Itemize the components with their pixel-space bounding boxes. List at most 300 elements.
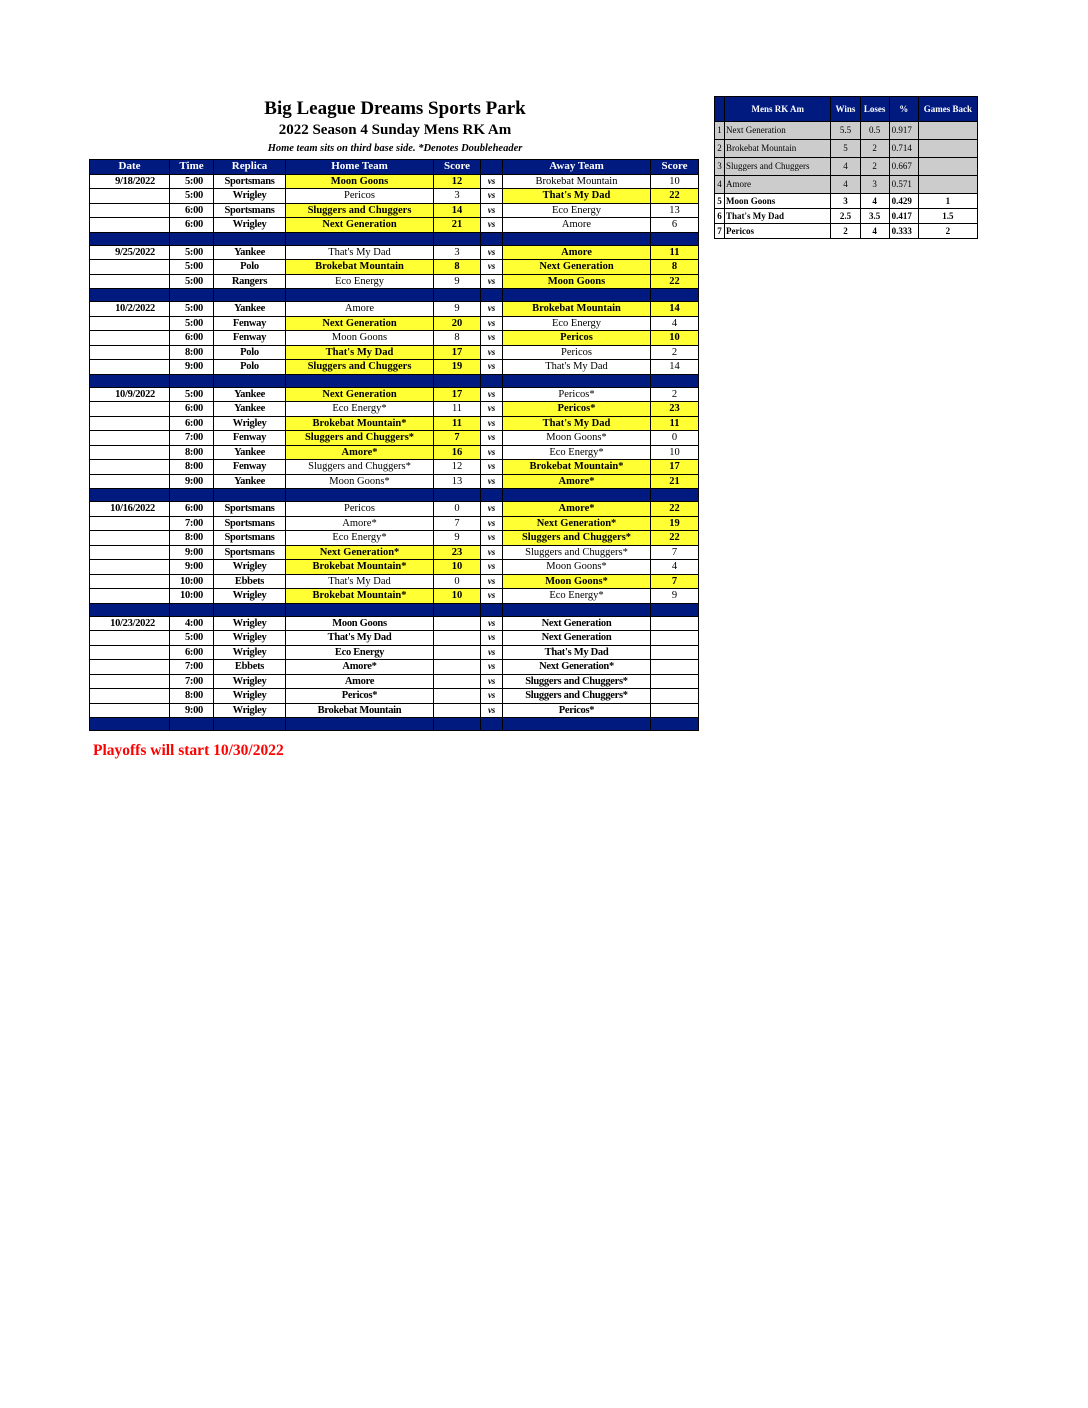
home-score: 8 bbox=[434, 260, 481, 275]
separator-cell bbox=[90, 718, 170, 731]
col-home-score: Score bbox=[434, 160, 481, 175]
home-score bbox=[434, 703, 481, 718]
away-team: Brokebat Mountain bbox=[503, 302, 651, 317]
game-time: 5:00 bbox=[170, 189, 214, 204]
game-date bbox=[90, 445, 170, 460]
game-time: 8:00 bbox=[170, 345, 214, 360]
vs-label: vs bbox=[481, 189, 503, 204]
away-score: 10 bbox=[651, 331, 699, 346]
standings-col-wins: Wins bbox=[831, 97, 860, 122]
game-replica: Ebbets bbox=[214, 574, 286, 589]
game-row bbox=[90, 360, 699, 375]
game-date bbox=[90, 316, 170, 331]
standings-team: Next Generation bbox=[725, 122, 831, 140]
game-replica: Wrigley bbox=[214, 416, 286, 431]
separator-cell bbox=[170, 289, 214, 302]
game-time: 10:00 bbox=[170, 574, 214, 589]
game-time: 5:00 bbox=[170, 274, 214, 289]
game-replica: Rangers bbox=[214, 274, 286, 289]
away-score bbox=[651, 689, 699, 704]
standings-pct: 0.917 bbox=[889, 122, 918, 140]
away-score: 7 bbox=[651, 545, 699, 560]
week-separator bbox=[90, 374, 699, 387]
standings-games-back bbox=[918, 176, 977, 194]
home-score: 7 bbox=[434, 431, 481, 446]
away-score: 10 bbox=[651, 445, 699, 460]
home-score: 23 bbox=[434, 545, 481, 560]
game-row bbox=[90, 316, 699, 331]
vs-label: vs bbox=[481, 545, 503, 560]
separator-cell bbox=[651, 603, 699, 616]
standings-rank-header bbox=[715, 97, 725, 122]
standings-loses: 4 bbox=[860, 194, 889, 209]
separator-cell bbox=[651, 718, 699, 731]
standings-wins: 5 bbox=[831, 140, 860, 158]
home-team: Pericos bbox=[286, 502, 434, 517]
col-home-team: Home Team bbox=[286, 160, 434, 175]
vs-label: vs bbox=[481, 502, 503, 517]
standings-body bbox=[715, 122, 978, 239]
game-row bbox=[90, 260, 699, 275]
vs-label: vs bbox=[481, 689, 503, 704]
game-replica: Polo bbox=[214, 260, 286, 275]
game-date: 9/18/2022 bbox=[90, 174, 170, 189]
away-team: Sluggers and Chuggers* bbox=[503, 689, 651, 704]
game-date bbox=[90, 689, 170, 704]
game-row bbox=[90, 387, 699, 402]
separator-cell bbox=[170, 603, 214, 616]
game-row bbox=[90, 660, 699, 675]
home-team: That's My Dad bbox=[286, 345, 434, 360]
standings-rank: 5 bbox=[715, 194, 725, 209]
standings-wins: 3 bbox=[831, 194, 860, 209]
separator-cell bbox=[286, 489, 434, 502]
separator-cell bbox=[434, 718, 481, 731]
game-replica: Polo bbox=[214, 345, 286, 360]
game-time: 7:00 bbox=[170, 660, 214, 675]
away-team: Moon Goons* bbox=[503, 431, 651, 446]
home-team: Brokebat Mountain* bbox=[286, 416, 434, 431]
separator-cell bbox=[651, 489, 699, 502]
away-score bbox=[651, 660, 699, 675]
away-team: Next Generation bbox=[503, 631, 651, 646]
playoffs-notice: Playoffs will start 10/30/2022 bbox=[93, 742, 284, 759]
game-date bbox=[90, 189, 170, 204]
home-score: 10 bbox=[434, 589, 481, 604]
standings-games-back bbox=[918, 158, 977, 176]
separator-cell bbox=[214, 718, 286, 731]
home-team: Brokebat Mountain* bbox=[286, 589, 434, 604]
game-replica: Yankee bbox=[214, 402, 286, 417]
standings-loses: 2 bbox=[860, 140, 889, 158]
game-date: 10/23/2022 bbox=[90, 616, 170, 631]
game-replica: Sportsmans bbox=[214, 502, 286, 517]
standings-loses: 0.5 bbox=[860, 122, 889, 140]
game-date bbox=[90, 560, 170, 575]
game-row bbox=[90, 402, 699, 417]
home-team: Sluggers and Chuggers bbox=[286, 360, 434, 375]
game-time: 6:00 bbox=[170, 402, 214, 417]
game-date: 10/16/2022 bbox=[90, 502, 170, 517]
game-date bbox=[90, 531, 170, 546]
week-separator bbox=[90, 489, 699, 502]
game-row bbox=[90, 560, 699, 575]
home-team: Brokebat Mountain bbox=[286, 703, 434, 718]
separator-cell bbox=[481, 718, 503, 731]
away-team: Moon Goons* bbox=[503, 574, 651, 589]
game-replica: Yankee bbox=[214, 474, 286, 489]
standings-team: Sluggers and Chuggers bbox=[725, 158, 831, 176]
home-score: 12 bbox=[434, 460, 481, 475]
away-team: Sluggers and Chuggers* bbox=[503, 531, 651, 546]
game-time: 7:00 bbox=[170, 431, 214, 446]
away-team: Eco Energy* bbox=[503, 589, 651, 604]
game-time: 6:00 bbox=[170, 331, 214, 346]
home-score: 10 bbox=[434, 560, 481, 575]
standings-team: Brokebat Mountain bbox=[725, 140, 831, 158]
game-time: 6:00 bbox=[170, 218, 214, 233]
standings-wins: 5.5 bbox=[831, 122, 860, 140]
away-score: 22 bbox=[651, 189, 699, 204]
away-team: Next Generation bbox=[503, 260, 651, 275]
home-team: Eco Energy* bbox=[286, 531, 434, 546]
standings-pct: 0.714 bbox=[889, 140, 918, 158]
standings-games-back: 2 bbox=[918, 224, 977, 239]
home-team: Amore* bbox=[286, 445, 434, 460]
separator-cell bbox=[214, 232, 286, 245]
game-row bbox=[90, 174, 699, 189]
game-replica: Wrigley bbox=[214, 616, 286, 631]
game-time: 5:00 bbox=[170, 302, 214, 317]
vs-label: vs bbox=[481, 402, 503, 417]
separator-cell bbox=[481, 603, 503, 616]
vs-label: vs bbox=[481, 460, 503, 475]
game-time: 9:00 bbox=[170, 560, 214, 575]
game-row bbox=[90, 674, 699, 689]
vs-label: vs bbox=[481, 274, 503, 289]
game-time: 8:00 bbox=[170, 445, 214, 460]
home-team: Sluggers and Chuggers* bbox=[286, 431, 434, 446]
home-score: 17 bbox=[434, 387, 481, 402]
vs-label: vs bbox=[481, 331, 503, 346]
away-score bbox=[651, 703, 699, 718]
standings-rank: 1 bbox=[715, 122, 725, 140]
standings-pct: 0.667 bbox=[889, 158, 918, 176]
standings-loses: 2 bbox=[860, 158, 889, 176]
game-date bbox=[90, 703, 170, 718]
game-row bbox=[90, 574, 699, 589]
home-score: 9 bbox=[434, 274, 481, 289]
away-team: Pericos* bbox=[503, 703, 651, 718]
away-score: 11 bbox=[651, 416, 699, 431]
separator-cell bbox=[503, 603, 651, 616]
standings-rank: 7 bbox=[715, 224, 725, 239]
game-replica: Ebbets bbox=[214, 660, 286, 675]
separator-cell bbox=[481, 374, 503, 387]
vs-label: vs bbox=[481, 616, 503, 631]
standings-team: That's My Dad bbox=[725, 209, 831, 224]
separator-cell bbox=[90, 603, 170, 616]
away-team: Sluggers and Chuggers* bbox=[503, 545, 651, 560]
game-row bbox=[90, 516, 699, 531]
separator-cell bbox=[214, 374, 286, 387]
away-score: 23 bbox=[651, 402, 699, 417]
season-subtitle: 2022 Season 4 Sunday Mens RK Am bbox=[278, 122, 512, 138]
game-replica: Yankee bbox=[214, 445, 286, 460]
away-score: 19 bbox=[651, 516, 699, 531]
home-score: 8 bbox=[434, 331, 481, 346]
game-row bbox=[90, 431, 699, 446]
home-score: 21 bbox=[434, 218, 481, 233]
game-date bbox=[90, 574, 170, 589]
game-row bbox=[90, 545, 699, 560]
home-score: 0 bbox=[434, 574, 481, 589]
away-score: 7 bbox=[651, 574, 699, 589]
col-time: Time bbox=[170, 160, 214, 175]
game-row bbox=[90, 460, 699, 475]
away-team: Amore* bbox=[503, 502, 651, 517]
col-replica: Replica bbox=[214, 160, 286, 175]
vs-label: vs bbox=[481, 360, 503, 375]
home-score: 17 bbox=[434, 345, 481, 360]
vs-label: vs bbox=[481, 589, 503, 604]
standings-games-back bbox=[918, 122, 977, 140]
game-date bbox=[90, 674, 170, 689]
home-team: Brokebat Mountain bbox=[286, 260, 434, 275]
away-team: Next Generation bbox=[503, 616, 651, 631]
game-time: 5:00 bbox=[170, 631, 214, 646]
away-team: Moon Goons bbox=[503, 274, 651, 289]
game-time: 9:00 bbox=[170, 360, 214, 375]
home-team: Eco Energy* bbox=[286, 402, 434, 417]
game-replica: Wrigley bbox=[214, 189, 286, 204]
game-replica: Fenway bbox=[214, 316, 286, 331]
separator-cell bbox=[286, 603, 434, 616]
game-replica: Polo bbox=[214, 360, 286, 375]
home-team: Moon Goons bbox=[286, 616, 434, 631]
game-replica: Sportsmans bbox=[214, 203, 286, 218]
separator-cell bbox=[170, 718, 214, 731]
game-time: 4:00 bbox=[170, 616, 214, 631]
vs-label: vs bbox=[481, 302, 503, 317]
separator-cell bbox=[503, 718, 651, 731]
game-row bbox=[90, 416, 699, 431]
separator-cell bbox=[434, 374, 481, 387]
standings-col-games-back: Games Back bbox=[918, 97, 977, 122]
away-team: Eco Energy* bbox=[503, 445, 651, 460]
standings-pct: 0.333 bbox=[889, 224, 918, 239]
separator-cell bbox=[214, 289, 286, 302]
standings-loses: 4 bbox=[860, 224, 889, 239]
col-away-score: Score bbox=[651, 160, 699, 175]
col-date: Date bbox=[90, 160, 170, 175]
game-date: 10/9/2022 bbox=[90, 387, 170, 402]
game-time: 8:00 bbox=[170, 531, 214, 546]
schedule-header-row bbox=[90, 160, 699, 175]
home-score bbox=[434, 616, 481, 631]
game-date: 10/2/2022 bbox=[90, 302, 170, 317]
away-score: 22 bbox=[651, 274, 699, 289]
separator-cell bbox=[90, 289, 170, 302]
game-date bbox=[90, 274, 170, 289]
vs-label: vs bbox=[481, 531, 503, 546]
away-score: 0 bbox=[651, 431, 699, 446]
home-team: That's My Dad bbox=[286, 245, 434, 260]
home-team: Pericos bbox=[286, 189, 434, 204]
standings-wins: 2 bbox=[831, 224, 860, 239]
col-vs bbox=[481, 160, 503, 175]
home-team-note: Home team sits on third base side. *Denotes Doubleheader bbox=[267, 143, 523, 154]
away-score: 13 bbox=[651, 203, 699, 218]
standings-row bbox=[715, 140, 978, 158]
game-date: 9/25/2022 bbox=[90, 245, 170, 260]
game-date bbox=[90, 203, 170, 218]
away-score: 9 bbox=[651, 589, 699, 604]
away-score: 14 bbox=[651, 360, 699, 375]
game-row bbox=[90, 645, 699, 660]
away-score bbox=[651, 674, 699, 689]
away-team: Next Generation* bbox=[503, 516, 651, 531]
away-team: That's My Dad bbox=[503, 645, 651, 660]
home-team: Sluggers and Chuggers* bbox=[286, 460, 434, 475]
game-row bbox=[90, 445, 699, 460]
game-replica: Wrigley bbox=[214, 560, 286, 575]
home-team: Pericos* bbox=[286, 689, 434, 704]
away-team: Amore* bbox=[503, 474, 651, 489]
away-score: 14 bbox=[651, 302, 699, 317]
game-time: 9:00 bbox=[170, 474, 214, 489]
game-row bbox=[90, 589, 699, 604]
game-replica: Fenway bbox=[214, 460, 286, 475]
standings-rank: 3 bbox=[715, 158, 725, 176]
away-score: 10 bbox=[651, 174, 699, 189]
standings-loses: 3 bbox=[860, 176, 889, 194]
separator-cell bbox=[90, 489, 170, 502]
standings-wins: 4 bbox=[831, 176, 860, 194]
game-date bbox=[90, 474, 170, 489]
standings-division: Mens RK Am bbox=[725, 97, 831, 122]
separator-cell bbox=[503, 232, 651, 245]
home-score: 12 bbox=[434, 174, 481, 189]
standings-team: Moon Goons bbox=[725, 194, 831, 209]
separator-cell bbox=[90, 374, 170, 387]
away-score bbox=[651, 631, 699, 646]
game-time: 6:00 bbox=[170, 416, 214, 431]
standings-games-back: 1 bbox=[918, 194, 977, 209]
away-team: Eco Energy bbox=[503, 203, 651, 218]
game-date bbox=[90, 516, 170, 531]
page-title: Big League Dreams Sports Park bbox=[264, 98, 526, 119]
away-team: Moon Goons* bbox=[503, 560, 651, 575]
game-row bbox=[90, 474, 699, 489]
game-replica: Wrigley bbox=[214, 589, 286, 604]
home-score: 11 bbox=[434, 402, 481, 417]
away-score: 4 bbox=[651, 316, 699, 331]
away-score: 11 bbox=[651, 245, 699, 260]
game-date bbox=[90, 402, 170, 417]
game-replica: Sportsmans bbox=[214, 545, 286, 560]
home-team: That's My Dad bbox=[286, 631, 434, 646]
separator-cell bbox=[503, 374, 651, 387]
separator-cell bbox=[503, 489, 651, 502]
away-team: Pericos bbox=[503, 331, 651, 346]
game-time: 5:00 bbox=[170, 174, 214, 189]
away-team: Pericos bbox=[503, 345, 651, 360]
home-team: Next Generation bbox=[286, 387, 434, 402]
home-team: That's My Dad bbox=[286, 574, 434, 589]
home-score bbox=[434, 645, 481, 660]
game-replica: Wrigley bbox=[214, 631, 286, 646]
game-replica: Sportsmans bbox=[214, 516, 286, 531]
separator-cell bbox=[651, 289, 699, 302]
home-score: 9 bbox=[434, 531, 481, 546]
home-score bbox=[434, 660, 481, 675]
away-score: 17 bbox=[651, 460, 699, 475]
game-date bbox=[90, 260, 170, 275]
standings-row bbox=[715, 224, 978, 239]
game-row bbox=[90, 245, 699, 260]
away-score: 6 bbox=[651, 218, 699, 233]
game-date bbox=[90, 345, 170, 360]
home-team: Eco Energy bbox=[286, 645, 434, 660]
game-date bbox=[90, 416, 170, 431]
home-team: Amore* bbox=[286, 660, 434, 675]
home-team: Next Generation* bbox=[286, 545, 434, 560]
schedule-table bbox=[89, 159, 699, 731]
home-team: Amore bbox=[286, 674, 434, 689]
away-score: 21 bbox=[651, 474, 699, 489]
game-date bbox=[90, 218, 170, 233]
game-time: 8:00 bbox=[170, 460, 214, 475]
separator-cell bbox=[214, 603, 286, 616]
vs-label: vs bbox=[481, 431, 503, 446]
away-score: 8 bbox=[651, 260, 699, 275]
home-team: Amore* bbox=[286, 516, 434, 531]
game-date bbox=[90, 645, 170, 660]
vs-label: vs bbox=[481, 560, 503, 575]
home-score: 3 bbox=[434, 189, 481, 204]
game-replica: Wrigley bbox=[214, 689, 286, 704]
game-row bbox=[90, 703, 699, 718]
separator-cell bbox=[90, 232, 170, 245]
home-score: 7 bbox=[434, 516, 481, 531]
game-time: 8:00 bbox=[170, 689, 214, 704]
vs-label: vs bbox=[481, 316, 503, 331]
home-score bbox=[434, 689, 481, 704]
away-team: Brokebat Mountain* bbox=[503, 460, 651, 475]
separator-cell bbox=[481, 489, 503, 502]
vs-label: vs bbox=[481, 474, 503, 489]
standings-row bbox=[715, 194, 978, 209]
standings-pct: 0.417 bbox=[889, 209, 918, 224]
game-time: 6:00 bbox=[170, 502, 214, 517]
game-row bbox=[90, 274, 699, 289]
game-row bbox=[90, 203, 699, 218]
home-score: 20 bbox=[434, 316, 481, 331]
vs-label: vs bbox=[481, 674, 503, 689]
separator-cell bbox=[651, 232, 699, 245]
away-team: That's My Dad bbox=[503, 360, 651, 375]
separator-cell bbox=[434, 232, 481, 245]
away-score: 2 bbox=[651, 387, 699, 402]
separator-cell bbox=[481, 289, 503, 302]
game-row bbox=[90, 531, 699, 546]
home-score: 13 bbox=[434, 474, 481, 489]
vs-label: vs bbox=[481, 516, 503, 531]
game-date bbox=[90, 360, 170, 375]
standings-pct: 0.571 bbox=[889, 176, 918, 194]
week-separator bbox=[90, 232, 699, 245]
